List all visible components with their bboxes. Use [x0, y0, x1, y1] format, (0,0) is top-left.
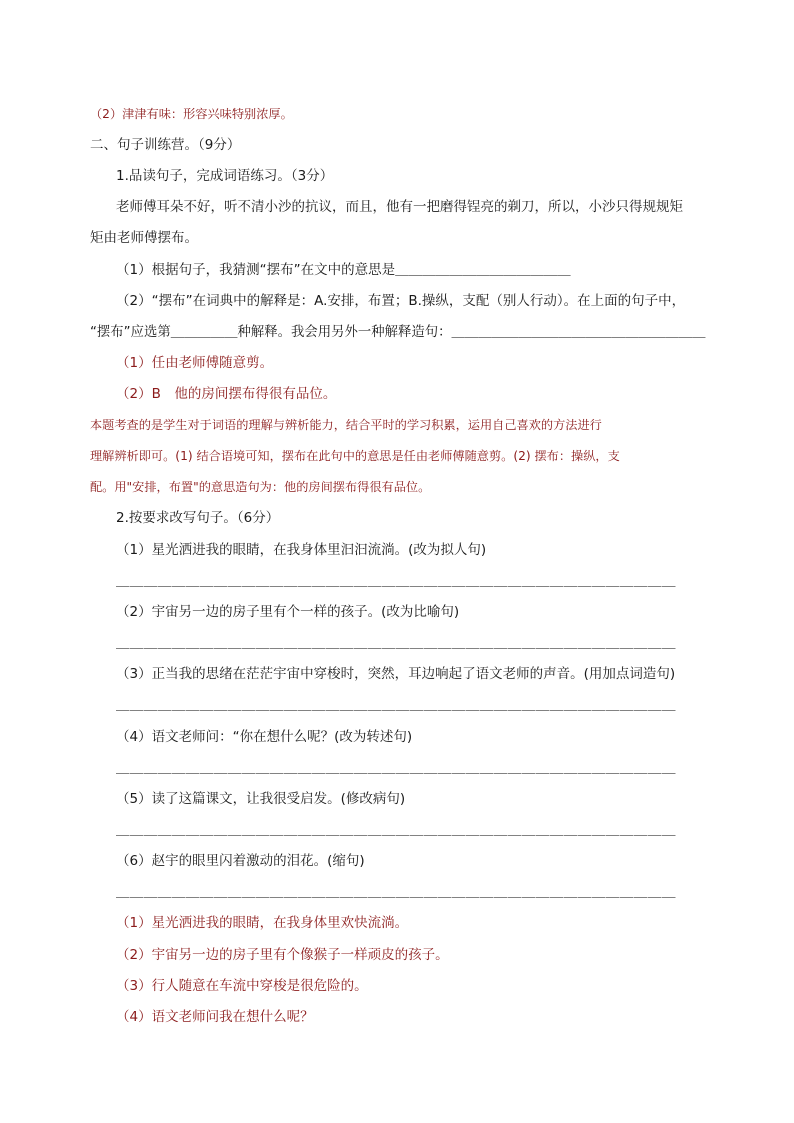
rewrite-item-6: （6）赵宇的眼里闪着激动的泪花。(缩句): [116, 853, 365, 869]
answer-blank-6: ＿＿＿＿＿＿＿＿＿＿＿＿＿＿＿＿＿＿＿＿＿＿＿＿＿＿＿＿＿＿＿＿＿＿＿＿＿＿＿＿: [116, 884, 676, 900]
answer-blank-4: ＿＿＿＿＿＿＿＿＿＿＿＿＿＿＿＿＿＿＿＿＿＿＿＿＿＿＿＿＿＿＿＿＿＿＿＿＿＿＿＿: [116, 760, 676, 776]
question-1-sub-2-line-1: （2）“摆布”在词典中的解释是：A.安排，布置；B.操纵，支配（别人行动）。在上面的句子中，: [116, 293, 686, 309]
passage-line-2: 矩由老师傅摆布。: [90, 230, 198, 246]
answer-blank-5: ＿＿＿＿＿＿＿＿＿＿＿＿＿＿＿＿＿＿＿＿＿＿＿＿＿＿＿＿＿＿＿＿＿＿＿＿＿＿＿＿: [116, 822, 676, 838]
question-1-answer-1: （1）任由老师傅随意剪。: [116, 355, 274, 371]
rewrite-item-5: （5）读了这篇课文，让我很受启发。(修改病句): [116, 791, 406, 807]
question-2-title: 2.按要求改写句子。（6分）: [116, 510, 280, 526]
rewrite-answer-2: （2）宇宙另一边的房子里有个像猴子一样顽皮的孩子。: [116, 947, 449, 963]
rewrite-answer-3: （3）行人随意在车流中穿梭是很危险的。: [116, 978, 368, 994]
rewrite-item-1: （1）星光洒进我的眼睛，在我身体里汩汩流淌。(改为拟人句): [116, 542, 487, 558]
question-1-answer-2: （2）B 他的房间摆布得很有品位。: [116, 386, 337, 402]
rewrite-answer-4: （4）语文老师问我在想什么呢？: [116, 1009, 314, 1025]
answer-blank-3: ＿＿＿＿＿＿＿＿＿＿＿＿＿＿＿＿＿＿＿＿＿＿＿＿＿＿＿＿＿＿＿＿＿＿＿＿＿＿＿＿: [116, 697, 676, 713]
passage-line-1: 老师傅耳朵不好，听不清小沙的抗议，而且，他有一把磨得锃亮的剃刀，所以，小沙只得规规矩: [116, 199, 683, 215]
question-1-sub-1: （1）根据句子，我猜测“摆布”在文中的意思是＿＿＿＿＿＿＿＿＿＿＿＿＿: [116, 262, 571, 278]
section-title: 二、句子训练营。（9分）: [90, 137, 241, 153]
explanation-line-3: 配。用"安排，布置"的意思造句为：他的房间摆布得很有品位。: [90, 480, 431, 494]
answer-blank-2: ＿＿＿＿＿＿＿＿＿＿＿＿＿＿＿＿＿＿＿＿＿＿＿＿＿＿＿＿＿＿＿＿＿＿＿＿＿＿＿＿: [116, 635, 676, 651]
answer-blank-1: ＿＿＿＿＿＿＿＿＿＿＿＿＿＿＿＿＿＿＿＿＿＿＿＿＿＿＿＿＿＿＿＿＿＿＿＿＿＿＿＿: [116, 573, 676, 589]
rewrite-answer-1: （1）星光洒进我的眼睛，在我身体里欢快流淌。: [116, 915, 409, 931]
explanation-line-2: 理解辨析即可。(1) 结合语境可知，摆布在此句中的意思是任由老师傅随意剪。(2) 摆布：操纵，支: [90, 449, 620, 463]
rewrite-item-3: （3）正当我的思绪在茫茫宇宙中穿梭时，突然，耳边响起了语文老师的声音。(用加点词造句): [116, 666, 676, 682]
question-1-title: 1.品读句子，完成词语练习。（3分）: [116, 168, 334, 184]
rewrite-item-2: （2）宇宙另一边的房子里有个一样的孩子。(改为比喻句): [116, 604, 460, 620]
top-answer: （2）津津有味：形容兴味特别浓厚。: [90, 107, 293, 121]
explanation-line-1: 本题考查的是学生对于词语的理解与辨析能力，结合平时的学习积累，运用自己喜欢的方法进行: [90, 418, 602, 432]
rewrite-item-4: （4）语文老师问：“你在想什么呢？(改为转述句): [116, 729, 413, 745]
question-1-sub-2-line-2: “摆布”应选第＿＿＿＿＿种解释。我会用另外一种解释造句：＿＿＿＿＿＿＿＿＿＿＿＿＿＿＿＿＿＿＿: [90, 324, 706, 340]
